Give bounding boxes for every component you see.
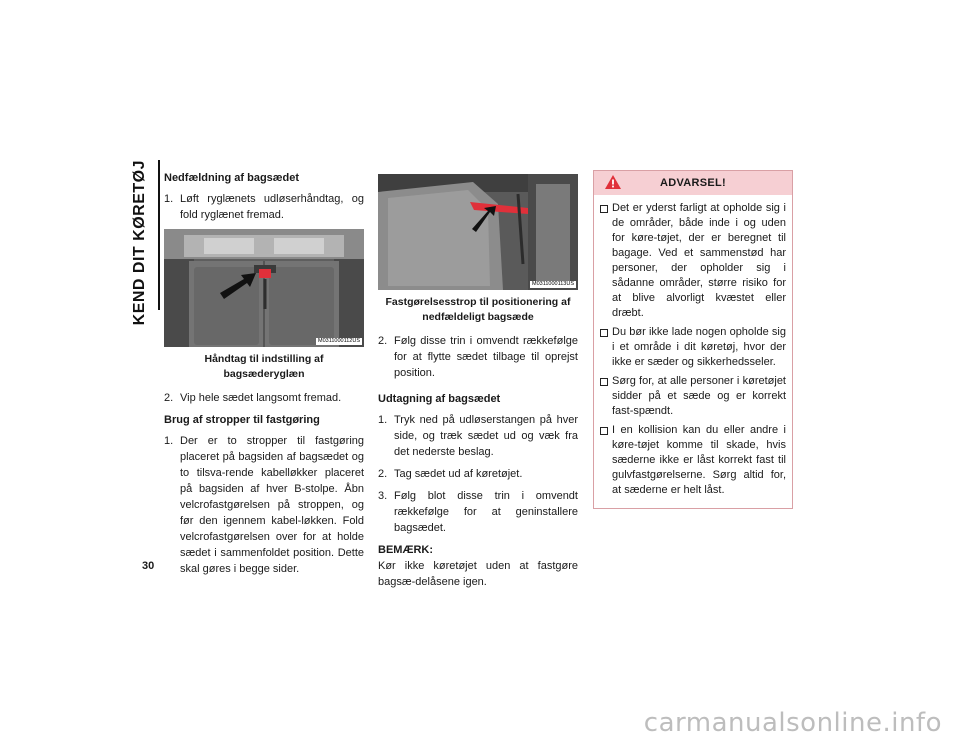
column-right [593, 170, 793, 509]
column-left [164, 170, 364, 583]
photo-seat-strap [378, 174, 578, 290]
step-text: Tryk ned på udløserstangen på hver side, og træk sædet ud og væk fra det nederste beslag. [394, 414, 578, 458]
step-item [164, 390, 364, 406]
note-text: Kør ikke køretøjet uden at fastgøre bagsæ-delåsene igen. [378, 560, 578, 588]
warning-item-text: Sørg for, at alle personer i køretøjet sidder på et sæde og er korrekt fast-spændt. [612, 375, 786, 417]
chapter-tab [131, 160, 159, 326]
warning-body [594, 195, 792, 508]
section-heading-fold-seat: Nedfældning af bagsædet [164, 172, 300, 184]
section-heading-straps: Brug af stropper til fastgøring [164, 414, 320, 426]
step-text: Følg blot disse trin i omvendt rækkefølge for at geninstallere bagsædet. [394, 490, 578, 534]
column-middle [378, 170, 578, 590]
step-number: 1. [378, 414, 388, 426]
warning-triangle-icon [604, 174, 622, 190]
step-item [378, 333, 578, 381]
seat-photo-illustration [164, 229, 364, 347]
bullet-square-icon [598, 374, 612, 419]
photo-caption: Håndtag til indstilling af bagsæderyglæn [204, 353, 324, 380]
step-item [378, 488, 578, 536]
warning-item [598, 374, 786, 419]
watermark: carmanualsonline.info [643, 708, 942, 738]
warning-header [594, 171, 792, 195]
warning-item [598, 201, 786, 321]
warning-item-text: Det er yderst farligt at opholde sig i de områder, både inde i og uden for køre-tøjet, der er beregnet til bagage. Ved et sammenstød har personer, der opholder sig i sådanne områder, større risiko for at blive alvorligt kvæstet eller dræbt. [612, 202, 786, 319]
photo-code: M0311000113US [532, 281, 574, 287]
note-title: BEMÆRK: [378, 544, 433, 556]
step-number: 2. [164, 392, 174, 404]
photo-code: M0311000112US [318, 338, 360, 344]
warning-item-text: I en kollision kan du eller andre i køre-tøjet komme til skade, hvis sæderne ikke er låst korrekt fast til gulvfastgørelserne. Sørg altid for, at sæderne er helt låst. [612, 424, 786, 496]
step-text: Tag sædet ud af køretøjet. [394, 468, 523, 480]
bullet-square-icon [598, 423, 612, 498]
chapter-tab-label: KEND DIT KØRETØJ [131, 160, 148, 326]
step-text: Vip hele sædet langsomt fremad. [180, 392, 342, 404]
step-number: 3. [378, 490, 388, 502]
step-number: 1. [164, 435, 174, 447]
bullet-square-icon [598, 325, 612, 370]
step-item [378, 466, 578, 482]
bullet-square-icon [598, 201, 612, 321]
section-heading-remove-seat: Udtagning af bagsædet [378, 393, 501, 405]
photo-caption: Fastgørelsesstrop til positionering af nedfældeligt bagsæde [385, 296, 571, 323]
step-number: 2. [378, 335, 388, 347]
step-text: Der er to stropper til fastgøring placeret på bagsiden af bagsædet og to tilsva-rende kabelløkker placeret på bagsiden af hver B-stolpe. Åbn velcrofastgørelsen på stroppen, og før den igennem kabel-løkken. Fold velcrofastgørelsen over for at holde sædet i sammenfoldet position. Dette skal gøres i begge sider. [180, 435, 364, 575]
strap-photo-illustration [378, 174, 578, 290]
step-text: Følg disse trin i omvendt rækkefølge for at flytte sædet tilbage til oprejst position. [394, 335, 578, 379]
photo-seatback-release-handle [164, 229, 364, 347]
warning-title: ADVARSEL! [659, 177, 727, 189]
step-item [378, 412, 578, 460]
step-number: 1. [164, 193, 174, 205]
warning-item [598, 325, 786, 370]
warning-box [593, 170, 793, 509]
step-number: 2. [378, 468, 388, 480]
step-item [164, 191, 364, 223]
warning-item [598, 423, 786, 498]
page-number: 30 [142, 560, 155, 572]
chapter-divider [158, 160, 160, 310]
warning-item-text: Du bør ikke lade nogen opholde sig i et område i dit køretøj, hvor der ikke er sæder og sikkerhedsseler. [612, 326, 786, 368]
step-text: Løft ryglænets udløserhåndtag, og fold ryglænet fremad. [180, 193, 364, 221]
step-item [164, 433, 364, 577]
